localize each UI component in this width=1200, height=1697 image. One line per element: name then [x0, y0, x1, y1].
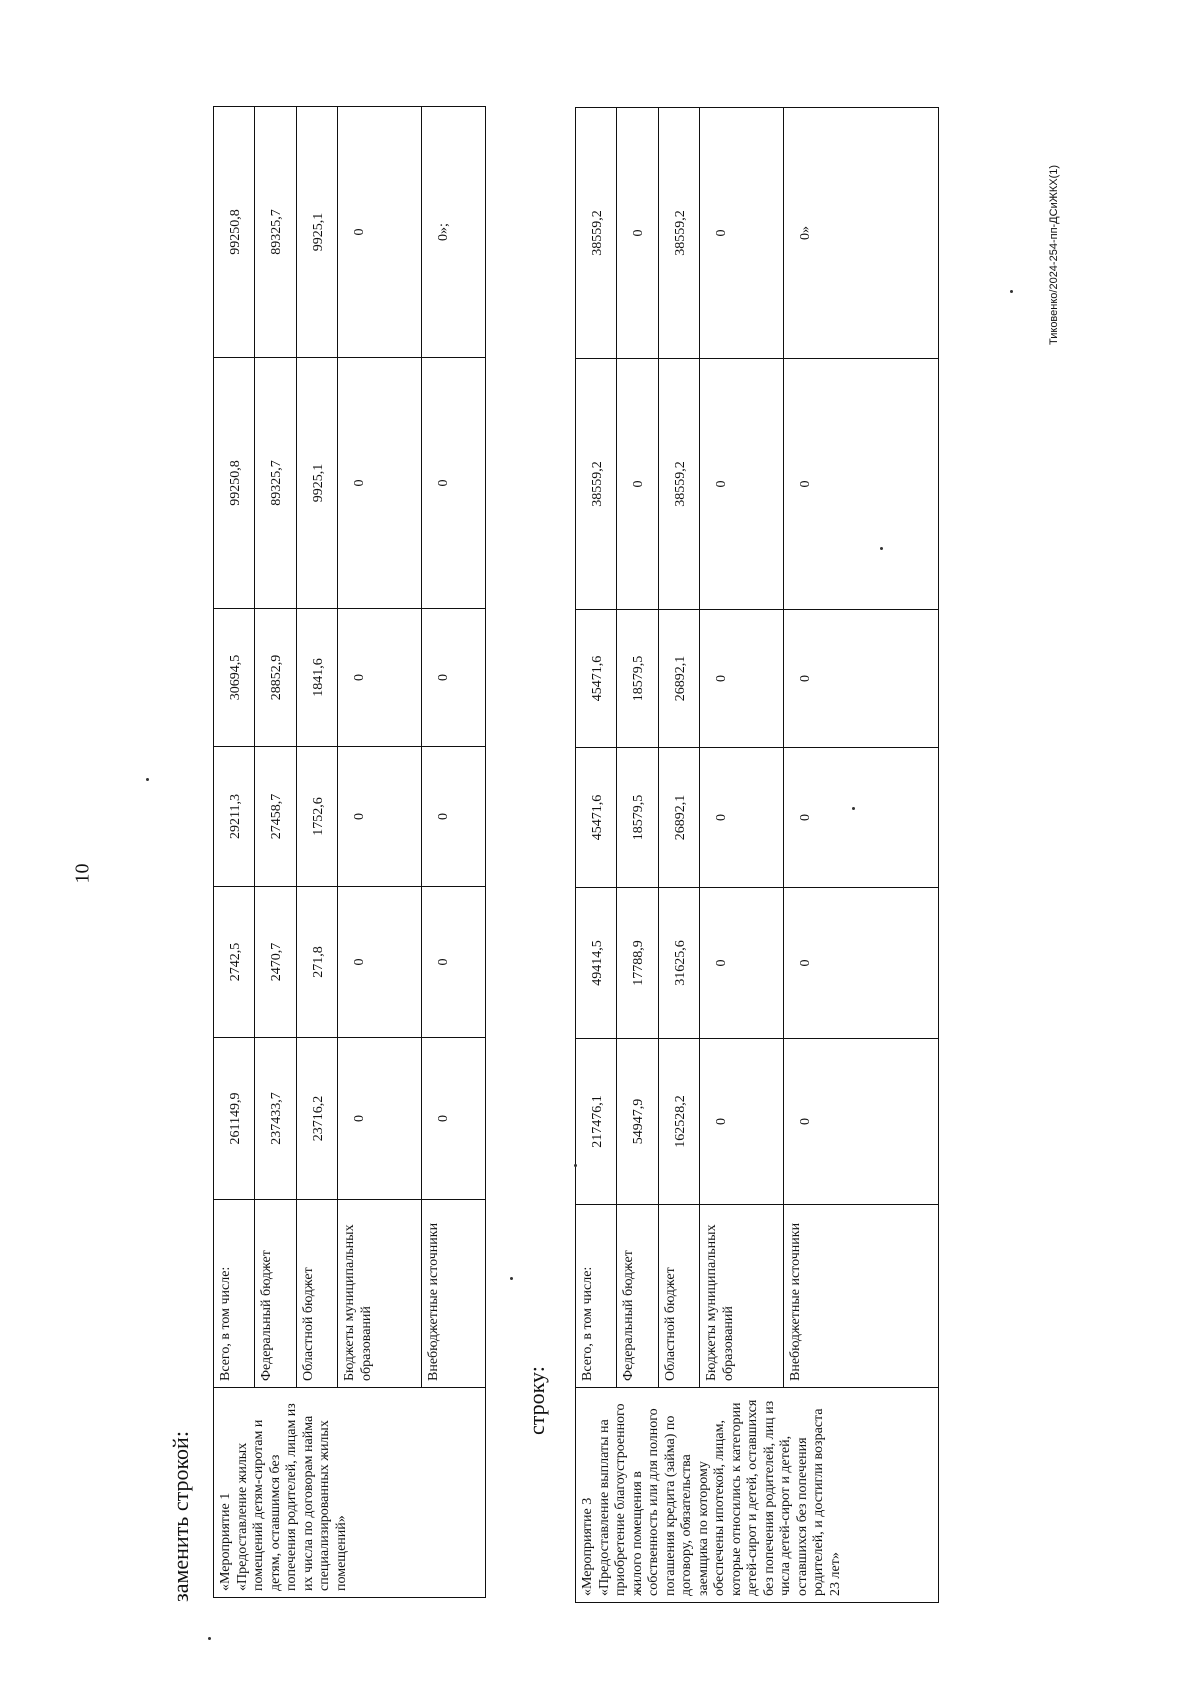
- document-code: Тиковенко/2024-254-пп-ДСиЖКХ(1): [1048, 164, 1060, 345]
- scan-speck: [208, 1637, 211, 1640]
- table-cell: 17788,9: [617, 888, 659, 1039]
- row-label: Внебюджетные источники: [784, 1205, 939, 1388]
- table-cell: 0: [422, 747, 486, 887]
- row-label: Бюджеты муниципальных образований: [338, 1200, 422, 1388]
- table-cell: 0»: [784, 108, 939, 359]
- table-cell: 54947,9: [617, 1039, 659, 1205]
- table-cell: 38559,2: [576, 359, 617, 610]
- table-cell: 0: [422, 1038, 486, 1200]
- table-cell: 0»;: [422, 107, 486, 358]
- heading-row: строку:: [524, 1366, 549, 1435]
- heading-replace: заменить строкой:: [168, 1431, 193, 1602]
- table-cell: 45471,6: [576, 748, 617, 888]
- scan-speck: [510, 1277, 513, 1280]
- table-cell: 0: [338, 358, 422, 609]
- table-cell: 31625,6: [659, 888, 700, 1039]
- scan-speck: [574, 1164, 577, 1167]
- table-cell: 0: [700, 359, 784, 610]
- table-cell: 1841,6: [297, 609, 338, 747]
- table-cell: 38559,2: [576, 108, 617, 359]
- table-cell: 0: [784, 888, 939, 1039]
- table-cell: 2742,5: [214, 887, 255, 1038]
- scan-speck: [880, 547, 883, 550]
- table-cell: 0: [617, 108, 659, 359]
- table-cell: 38559,2: [659, 108, 700, 359]
- page-number: 10: [71, 863, 94, 884]
- table-cell: 28852,9: [255, 609, 297, 747]
- table-cell: 0: [700, 748, 784, 888]
- table-cell: 38559,2: [659, 359, 700, 610]
- table-cell: 23716,2: [297, 1038, 338, 1200]
- table-cell: 0: [422, 887, 486, 1038]
- table-cell: 26892,1: [659, 610, 700, 748]
- table-cell: 0: [338, 107, 422, 358]
- measure-1-description: «Мероприятие 1 «Предоставление жилых помещений детям-сиротам и детям, оставшимся без попечения родителей, лицам из их числа по договорам найма специализированных жилых помещений»: [214, 1388, 486, 1598]
- table-1-wrapper: [213, 106, 486, 1598]
- table-cell: 0: [617, 359, 659, 610]
- row-label: Областной бюджет: [297, 1200, 338, 1388]
- row-label: Всего, в том числе:: [214, 1200, 255, 1388]
- table-cell: 0: [784, 610, 939, 748]
- table-cell: 237433,7: [255, 1038, 297, 1200]
- table-cell: 26892,1: [659, 748, 700, 888]
- table-cell: 271,8: [297, 887, 338, 1038]
- table-cell: 45471,6: [576, 610, 617, 748]
- row-label: Федеральный бюджет: [255, 1200, 297, 1388]
- table-cell: 99250,8: [214, 107, 255, 358]
- row-label: Бюджеты муниципальных образований: [700, 1205, 784, 1388]
- table-cell: 27458,7: [255, 747, 297, 887]
- table-cell: 0: [784, 1039, 939, 1205]
- measure-3-description: «Мероприятие 3 «Предоставление выплаты на приобретение благоустроенного жилого помещения в собственность или для полного погашения кредита (займа) по договору, обязательства заемщика по которому обеспечены ипотекой, лицам, которые относились к категории детей-сирот и детей, оставшихся без попечения родителей, лиц из числа детей-сирот и детей, оставшихся без попечения родителей, и достигли возраста 23 лет»: [576, 1388, 939, 1603]
- table-cell: 89325,7: [255, 107, 297, 358]
- row-label: Областной бюджет: [659, 1205, 700, 1388]
- budget-table-2: [575, 107, 939, 1603]
- table-cell: 261149,9: [214, 1038, 255, 1200]
- table-cell: 9925,1: [297, 358, 338, 609]
- table-2-wrapper: [575, 107, 939, 1603]
- table-cell: 2470,7: [255, 887, 297, 1038]
- table-cell: 0: [422, 609, 486, 747]
- scan-speck: [146, 778, 149, 781]
- table-cell: 0: [338, 609, 422, 747]
- table-cell: 99250,8: [214, 358, 255, 609]
- table-cell: 0: [784, 748, 939, 888]
- table-cell: 0: [422, 358, 486, 609]
- budget-table-1: [213, 106, 486, 1598]
- table-cell: 30694,5: [214, 609, 255, 747]
- table-cell: 162528,2: [659, 1039, 700, 1205]
- table-cell: 0: [784, 359, 939, 610]
- table-cell: 217476,1: [576, 1039, 617, 1205]
- table-cell: 0: [338, 747, 422, 887]
- table-cell: 0: [700, 1039, 784, 1205]
- scan-speck: [852, 807, 855, 810]
- row-label: Всего, в том числе:: [576, 1205, 617, 1388]
- table-cell: 0: [700, 108, 784, 359]
- table-cell: 18579,5: [617, 748, 659, 888]
- row-label: Федеральный бюджет: [617, 1205, 659, 1388]
- scan-speck: [1010, 290, 1013, 293]
- table-cell: 89325,7: [255, 358, 297, 609]
- row-label: Внебюджетные источники: [422, 1200, 486, 1388]
- table-cell: 49414,5: [576, 888, 617, 1039]
- table-cell: 0: [338, 887, 422, 1038]
- table-cell: 0: [700, 888, 784, 1039]
- table-cell: 29211,3: [214, 747, 255, 887]
- table-cell: 18579,5: [617, 610, 659, 748]
- table-cell: 9925,1: [297, 107, 338, 358]
- table-cell: 1752,6: [297, 747, 338, 887]
- table-cell: 0: [338, 1038, 422, 1200]
- table-cell: 0: [700, 610, 784, 748]
